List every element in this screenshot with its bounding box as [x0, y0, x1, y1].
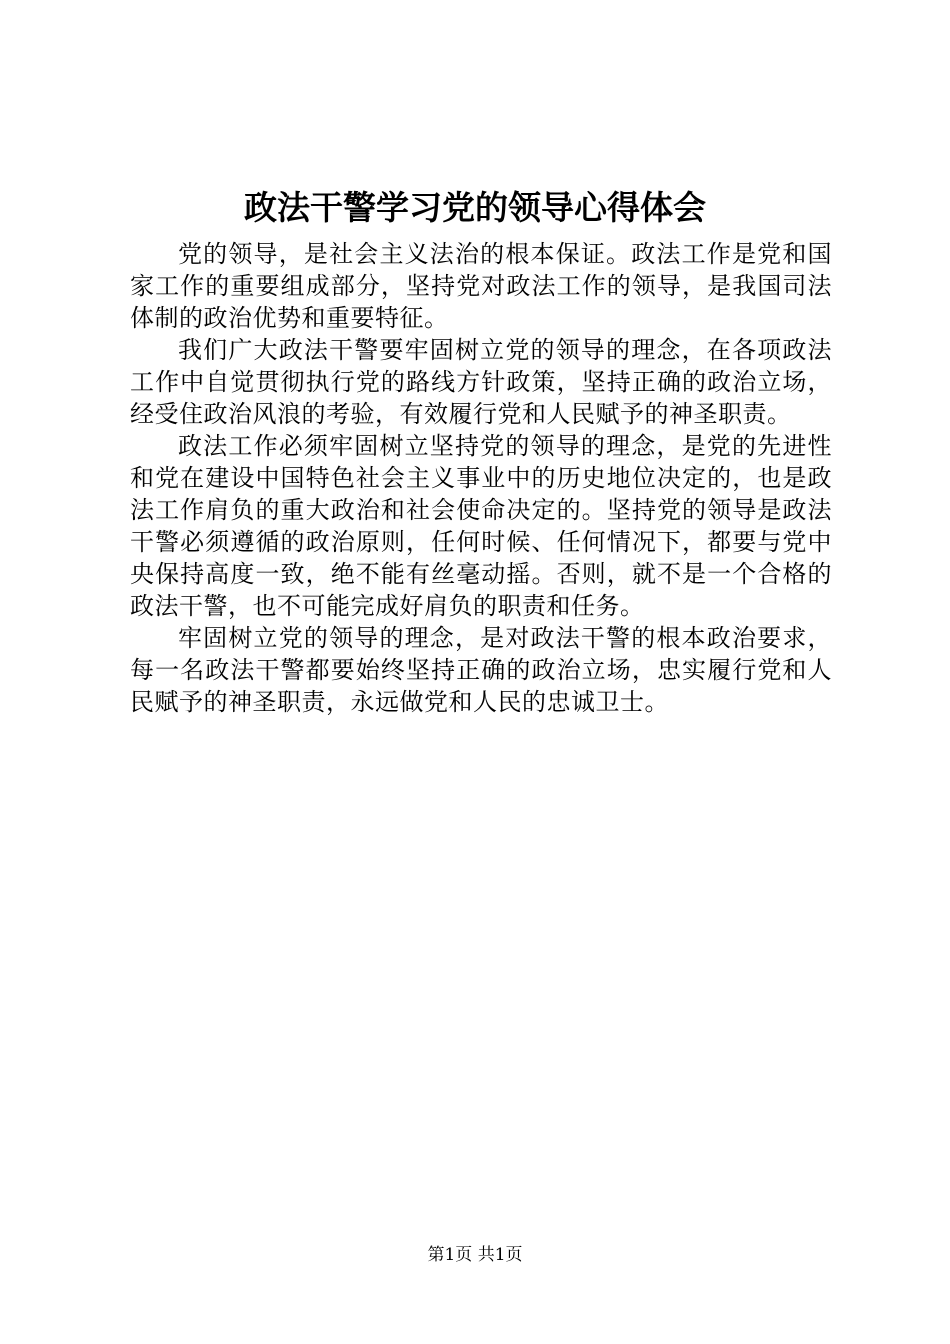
paragraph-2: 我们广大政法干警要牢固树立党的领导的理念，在各项政法工作中自觉贯彻执行党的路线方针政策，坚持正确的政治立场，经受住政治风浪的考验，有效履行党和人民赋予的神圣职责。 — [130, 336, 832, 428]
paragraph-4: 牢固树立党的领导的理念，是对政法干警的根本政治要求，每一名政法干警都要始终坚持正确的政治立场，忠实履行党和人民赋予的神圣职责，永远做党和人民的忠诚卫士。 — [130, 624, 832, 716]
page-footer: 第1页 共1页 — [427, 1245, 523, 1265]
paragraph-1: 党的领导，是社会主义法治的根本保证。政法工作是党和国家工作的重要组成部分，坚持党对政法工作的领导，是我国司法体制的政治优势和重要特征。 — [130, 240, 832, 332]
document-title: 政法干警学习党的领导心得体会 — [244, 188, 706, 227]
document-body — [130, 238, 832, 718]
paragraph-3: 政法工作必须牢固树立坚持党的领导的理念，是党的先进性和党在建设中国特色社会主义事业中的历史地位决定的，也是政法工作肩负的重大政治和社会使命决定的。坚持党的领导是政法干警必须遵循的政治原则，任何时候、任何情况下，都要与党中央保持高度一致，绝不能有丝毫动摇。否则，就不是一个合格的政法干警，也不可能完成好肩负的职责和任务。 — [130, 432, 832, 620]
